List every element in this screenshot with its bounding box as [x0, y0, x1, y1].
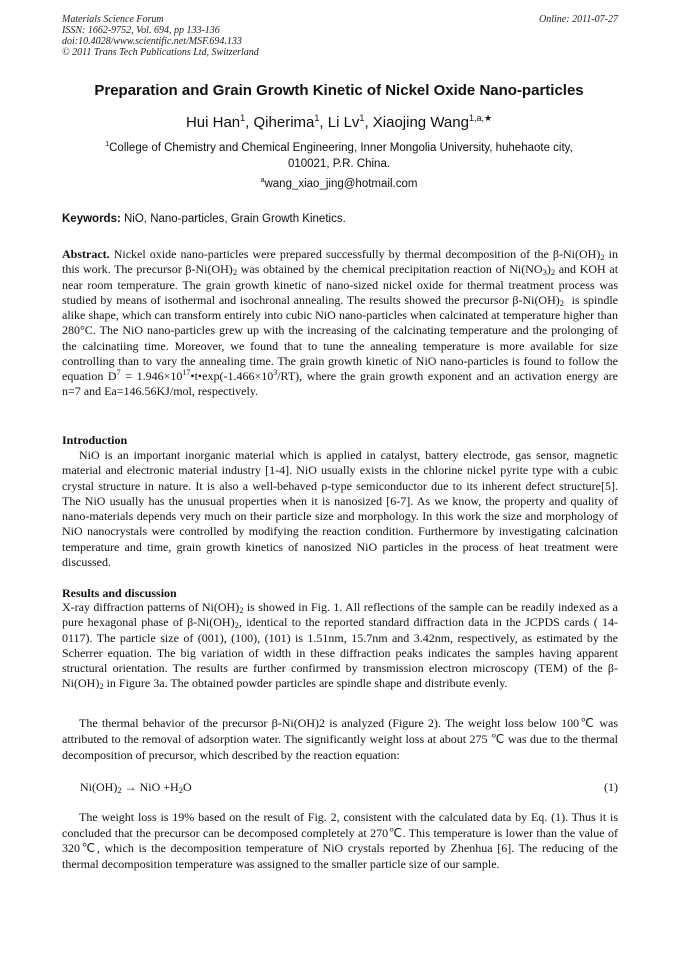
keywords	[62, 212, 618, 227]
affiliation	[60, 140, 618, 172]
abstract-text: was obtained by the chemical precipitation reaction of Ni(NO	[240, 262, 543, 277]
abstract-text: Nickel oxide nano-particles were prepared successfully by thermal decomposition of the β-Ni(OH)	[113, 247, 601, 261]
journal-header	[62, 14, 618, 58]
equation-text: Ni(OH)	[80, 780, 118, 794]
abstract-paragraph	[62, 247, 618, 400]
subscript: 2	[178, 785, 183, 795]
journal-copyright: © 2011 Trans Tech Publications Ltd, Switzerland	[62, 47, 259, 58]
subscript: 2	[117, 785, 122, 795]
online-date: Online: 2011-07-27	[539, 14, 618, 25]
keywords-text: NiO, Nano-particles, Grain Growth Kinetics.	[124, 213, 346, 225]
affiliation-line: 010021, P.R. China.	[287, 158, 391, 170]
equation-number: (1)	[604, 780, 618, 794]
author-superscript: 1	[240, 113, 246, 123]
abstract-text: and KOH at near room temperature. The grain growth kinetic of nano-sized nickel oxide for thermal treatment process was studied by means of isothermal and isochronal annealing. The results showed the precursor β-Ni(OH)	[62, 262, 619, 307]
author-superscript: 1	[314, 113, 320, 123]
author-list: Hui Han$^1$, Qiherima$^1$, Li Lv$^1$, Xiaojing Wang$^{1,a,★}$	[185, 113, 493, 131]
arrow-icon: →	[121, 780, 140, 794]
reaction-equation	[80, 779, 618, 795]
author-name: Xiaojing Wang	[372, 114, 469, 131]
author-superscript: 1,a,★	[468, 113, 493, 123]
results-paragraph: The thermal behavior of the precursor β-Ni(OH)2 is analyzed (Figure 2). The weight loss below 100℃ was attributed to the removal of adsorption water. The significantly weight loss at about 275 ℃ was due to the thermal decomposition of precursor, which described by the reaction equation:	[62, 716, 618, 762]
subscript: 3	[542, 267, 547, 278]
abstract-text: in this work. The precursor β-Ni(OH)	[62, 247, 618, 277]
introduction-heading: Introduction	[62, 433, 128, 447]
email-superscript: a	[260, 177, 265, 184]
results-text: in Figure 3a. The obtained powder particles are spindle shape and distribute evenly.	[103, 676, 508, 691]
superscript: 3	[273, 368, 278, 377]
superscript: 17	[182, 368, 191, 377]
subscript: 2	[559, 297, 565, 308]
results-text: , identical to the reported standard diffraction data in the JCPDS cards ( 14-0117). The particle size of (001), (100), (101) is 1.51nm, 15.7nm and 3.42nm, respectively, as estimated by the Scherrer equation. The big variation of width in these diffraction peaks indicates the samples having apparent structural orientation. The results are further confirmed by transmission electron microscopy (TEM) of the β-Ni(OH)	[62, 615, 618, 691]
journal-doi: doi:10.4028/www.scientific.net/MSF.694.133	[62, 36, 242, 47]
equation-text: NiO +H	[139, 780, 179, 794]
affiliation-line: College of Chemistry and Chemical Engineering, Inner Mongolia University, huhehaote city,	[109, 142, 573, 154]
subscript: 2	[99, 681, 104, 692]
results-text: X-ray diffraction patterns of Ni(OH)	[62, 600, 240, 614]
author-name: Li Lv	[327, 114, 360, 131]
abstract-text: is spindle alike shape, which can transform entirely into cubic NiO nano-particles when calcinated at temperature higher than 280°C. The NiO nano-particles grew up with the increasing of the calcinating temperature and the prolonging of the calcinatiing time. Moreover, we found that to tune the annealing temperature is more available for size controlling than to vary the annealing time. The grain growth kinetic of NiO nano-particles is found to follow the equation D	[62, 292, 618, 383]
results-paragraph	[62, 600, 618, 692]
subscript: 2	[239, 605, 244, 615]
author-superscript: 1	[359, 113, 365, 123]
subscript: 2	[550, 267, 556, 278]
abstract-label: Abstract.	[62, 247, 110, 261]
author-name: Hui Han	[185, 114, 241, 131]
introduction-paragraph: NiO is an important inorganic material which is applied in catalyst, battery electrode, gas sensor, magnetic material and electronic material industry [1-4]. NiO usually exists in the chlorine nickel pyrite type with a cubic crystal structure in nature. It is also a well-behaved p-type semiconductor due to its inherent defect structure[5]. The NiO usually has the unusual properties when it is nanosized [6-7]. As we know, the property and quality of nano-materials depends very much on their particle size and morphology. In this work the size and morphology of NiO nanocrystals were controlled by modifying the reaction condition. Furthermore by investigating calcination temperature and time, grain growth kinetics of nanosized NiO particles in the process of heat treatment were discussed.	[62, 448, 618, 569]
subscript: 2	[600, 252, 605, 262]
author-name: Qiherima	[253, 114, 315, 131]
subscript: 2	[234, 620, 239, 631]
subscript: 2	[232, 267, 238, 278]
journal-name: Materials Science Forum	[62, 14, 164, 25]
abstract-text: )	[546, 262, 551, 277]
keywords-label: Keywords:	[62, 213, 121, 225]
results-heading: Results and discussion	[62, 586, 177, 600]
superscript: 7	[116, 368, 121, 377]
paper-title: Preparation and Grain Growth Kinetic of Nickel Oxide Nano-particles	[94, 82, 584, 99]
journal-issn: ISSN: 1662-9752, Vol. 694, pp 133-136	[62, 25, 220, 36]
results-text: is showed in Fig. 1. All reflections of the sample can be readily indexed as a pure hexagonal phase of β-Ni(OH)	[62, 600, 619, 630]
contact-email	[60, 176, 618, 192]
abstract-text: /RT), where the grain growth exponent and an activation energy are n=7 and Ea=146.56KJ/mol, respectively.	[62, 369, 618, 399]
results-paragraph: The weight loss is 19% based on the result of Fig. 2, consistent with the calculated data by Eq. (1). Thus it is concluded that the precursor can be decomposed completely at 270℃. This temperature is lower than the value of 320℃, which is the decomposition temperature of NiO crystals reported by Zhenhua [6]. The reducing of the thermal decomposition temperature was assigned to the smaller particle size of our sample.	[62, 810, 618, 871]
abstract-text: •t•exp(-1.466×10	[190, 369, 274, 383]
equation-text: O	[182, 780, 192, 794]
email-address: wang_xiao_jing@hotmail.com	[264, 178, 418, 190]
affiliation-superscript: 1	[105, 141, 110, 148]
abstract-text: = 1.946×10	[120, 369, 183, 383]
